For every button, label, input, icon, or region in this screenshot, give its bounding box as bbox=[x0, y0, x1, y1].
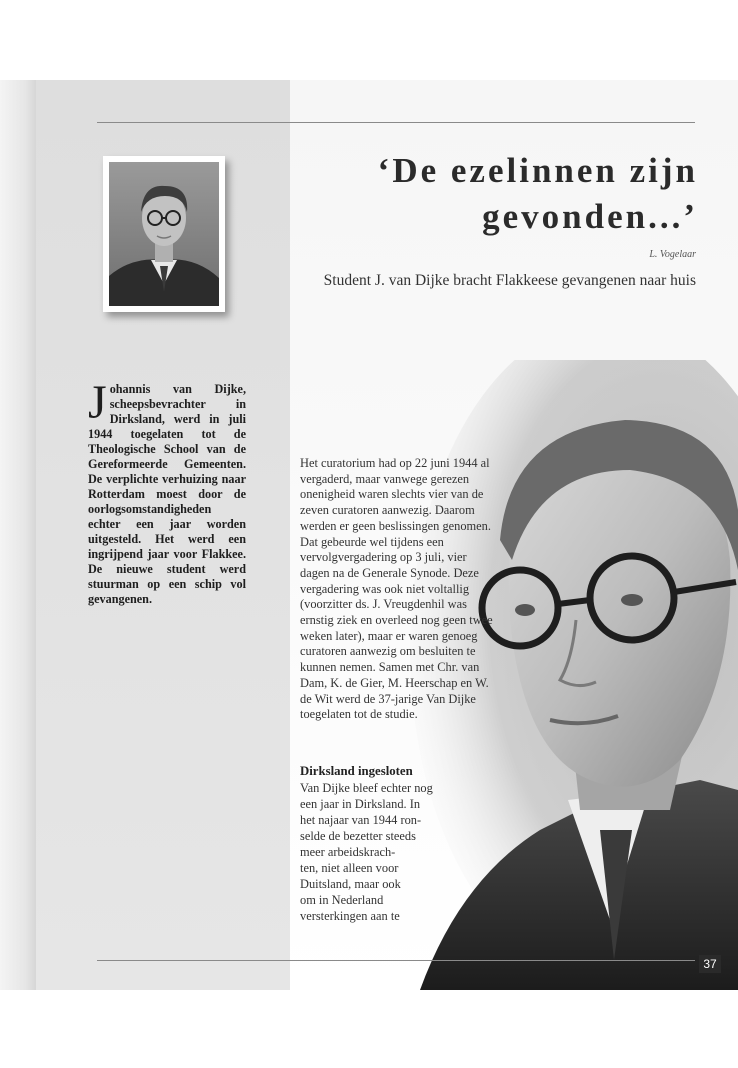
page-number: 37 bbox=[699, 955, 721, 973]
intro-text: ohannis van Dijke, scheepsbevrachter in Dirksland, werd in juli 1944 toegelaten tot de Theologische School van de Gereformeerde Gemeenten. De verplichte verhuizing naar Rotterdam moest door de oorlogsomstandigheden echter een jaar worden uitgesteld. Het werd een ingrijpend jaar voor Flakkee. De nieuwe student werd stuurman op een schip vol gevangenen. bbox=[88, 382, 246, 606]
spread-gutter bbox=[0, 80, 36, 990]
section-line: selde de bezetter steeds bbox=[300, 829, 416, 843]
intro-paragraph bbox=[88, 376, 246, 607]
article-subtitle: Student J. van Dijke bracht Flakkeese gevangenen naar huis bbox=[323, 272, 696, 289]
section-line: ten, niet alleen voor bbox=[300, 861, 399, 875]
bottom-rule bbox=[97, 960, 695, 961]
article-title: ‘De ezelinnen zijn gevonden...’ bbox=[377, 151, 698, 236]
portrait-photo-small bbox=[103, 156, 225, 312]
article-author: L. Vogelaar bbox=[649, 249, 696, 260]
section-line: het najaar van 1944 ron- bbox=[300, 813, 422, 827]
section-line: om in Nederland bbox=[300, 893, 384, 907]
drop-cap: J bbox=[88, 376, 107, 429]
section-line: een jaar in Dirksland. In bbox=[300, 797, 421, 811]
section-line: Van Dijke bleef echter nog bbox=[300, 781, 433, 795]
section-heading: Dirksland ingesloten bbox=[300, 764, 413, 778]
body-paragraph: Het curatorium had op 22 juni 1944 al vergaderd, maar vanwege gerezen onenigheid waren slechts vier van de zeven curatoren aanwezig. Daarom werden er geen beslissingen genomen. Dat gebeurde wel tijdens een vervolgvergadering op 3 juli, vier dagen na de Generale Synode. Deze vergadering was ook niet voltallig (voorzitter ds. J. Vreugdenhil was ernstig ziek en overleed nog geen twee weken later), maar er waren genoeg curatoren aanwezig om besluiten te kunnen nemen. Samen met Chr. van Dam, K. de Gier, M. Heerschap en W. de Wit werd de 37-jarige Van Dijke toegelaten tot de studie. bbox=[300, 456, 493, 722]
section-line: Duitsland, maar ook bbox=[300, 877, 401, 891]
section-line: versterkingen aan te bbox=[300, 909, 400, 923]
section-line: meer arbeidskrach- bbox=[300, 845, 396, 859]
top-rule bbox=[97, 122, 695, 123]
